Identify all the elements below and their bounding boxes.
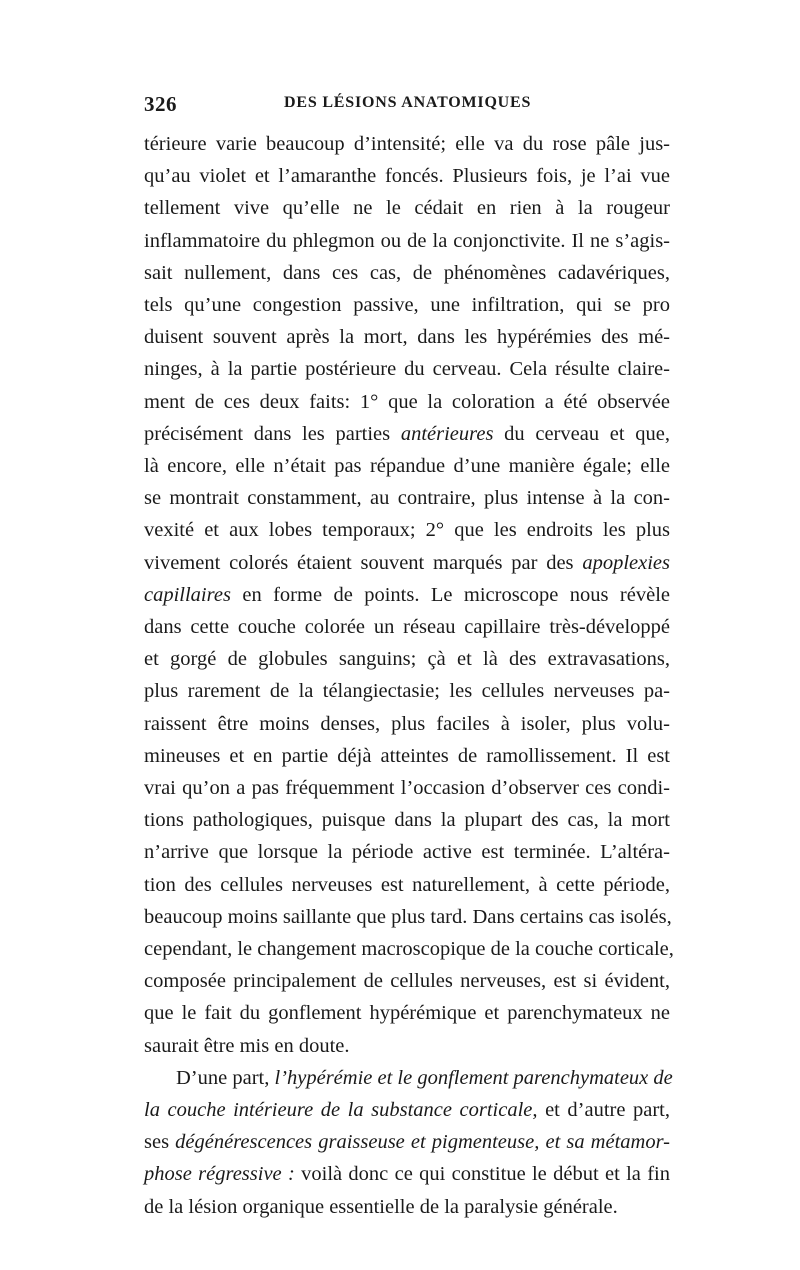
- text-segment: n’arrive que lorsque la période active est terminée. L’altéra-: [144, 841, 670, 864]
- text-segment: là encore, elle n’était pas répandue d’une manière égale; elle: [144, 455, 670, 477]
- text-line: [144, 611, 670, 643]
- text-line: [144, 514, 670, 546]
- text-line: [144, 128, 670, 160]
- text-line: [144, 675, 670, 707]
- text-line: [144, 418, 670, 450]
- italic-text: apoplexies: [582, 551, 670, 574]
- text-line: [144, 289, 670, 321]
- text-segment: ses: [144, 1131, 176, 1154]
- text-segment: composée principalement de cellules nerveuses, est si évident,: [144, 970, 670, 993]
- text-line: [144, 933, 674, 965]
- running-head: DES LÉSIONS ANATOMIQUES: [284, 94, 532, 111]
- italic-text: la couche intérieure de la substance corticale,: [144, 1099, 538, 1121]
- text-segment: sait nullement, dans ces cas, de phénomènes cadavériques,: [144, 261, 670, 284]
- text-segment: ninges, à la partie postérieure du cerveau. Cela résulte claire-: [144, 358, 670, 381]
- text-line: [144, 869, 670, 901]
- text-line: [144, 225, 670, 257]
- text-segment: de la lésion organique essentielle de la paralysie générale.: [144, 1195, 618, 1218]
- text-segment: saurait être mis en doute.: [144, 1034, 350, 1057]
- text-segment: du cerveau et que,: [493, 422, 670, 445]
- text-line: [144, 257, 670, 289]
- text-segment: voilà donc ce qui constitue le début et la fin: [294, 1163, 670, 1186]
- text-line: [144, 192, 670, 224]
- text-line: [144, 482, 670, 514]
- italic-text: dégénérescences graisseuse et pigmenteuse,: [175, 1131, 540, 1154]
- text-segment: et gorgé de globules sanguins; çà et là des extravasations,: [144, 648, 670, 671]
- text-line: [144, 772, 670, 804]
- text-line: [144, 804, 670, 836]
- italic-text: antérieures: [400, 422, 494, 445]
- text-line: [144, 901, 670, 933]
- text-line: [144, 160, 670, 192]
- text-segment: dans cette couche colorée un réseau capillaire très-développé: [144, 616, 670, 638]
- text-segment: cependant, le changement macroscopique de la couche corticale,: [144, 938, 674, 960]
- text-segment: se montrait constamment, au contraire, plus intense à la con-: [144, 487, 670, 510]
- italic-text: l’hypérémie et le gonflement parenchymateux de: [274, 1066, 673, 1089]
- text-segment: tions pathologiques, puisque dans la plupart des cas, la mort: [144, 809, 670, 832]
- text-line: [144, 740, 670, 772]
- text-line: [144, 997, 670, 1029]
- text-line: [176, 1062, 673, 1094]
- text-segment: inflammatoire du phlegmon ou de la conjonctivite. Il ne s’agis-: [144, 229, 670, 252]
- text-line: [144, 450, 670, 482]
- italic-text: et sa métamor-: [545, 1131, 670, 1154]
- italic-text: phose régressive :: [144, 1163, 295, 1186]
- text-line: [144, 353, 670, 385]
- text-segment: raissent être moins denses, plus faciles à isoler, plus volu-: [144, 712, 670, 735]
- text-line: [144, 1191, 670, 1223]
- text-line: [144, 547, 670, 579]
- text-segment: D’une part,: [176, 1066, 275, 1089]
- page-header: [144, 92, 670, 122]
- text-segment: térieure varie beaucoup d’intensité; elle va du rose pâle jus-: [144, 133, 670, 155]
- text-line: [144, 1094, 670, 1126]
- text-line: [144, 643, 670, 675]
- text-segment: vivement colorés étaient souvent marqués par des: [144, 551, 583, 574]
- text-line: [144, 386, 670, 418]
- text-segment: mineuses et en partie déjà atteintes de ramollissement. Il est: [144, 744, 670, 767]
- text-segment: vexité et aux lobes temporaux; 2° que les endroits les plus: [144, 519, 670, 542]
- text-line: [144, 836, 670, 868]
- text-line: [144, 579, 670, 611]
- text-segment: tion des cellules nerveuses est naturellement, à cette période,: [144, 873, 670, 896]
- italic-text: capillaires: [144, 583, 231, 606]
- text-segment: duisent souvent après la mort, dans les hypérémies des mé-: [144, 326, 670, 349]
- text-segment: qu’au violet et l’amaranthe foncés. Plusieurs fois, je l’ai vue: [144, 165, 670, 188]
- text-segment: plus rarement de la télangiectasie; les cellules nerveuses pa-: [144, 680, 670, 703]
- text-segment: et d’autre part,: [537, 1099, 671, 1121]
- text-segment: que le fait du gonflement hypérémique et parenchymateux ne: [144, 1002, 670, 1025]
- text-line: [144, 321, 670, 353]
- text-line: [144, 708, 670, 740]
- text-segment: en forme de points. Le microscope nous révèle: [230, 583, 670, 606]
- text-segment: tels qu’une congestion passive, une infiltration, qui se pro: [144, 294, 670, 316]
- text-line: [144, 1158, 670, 1190]
- text-segment: beaucoup moins saillante que plus tard. Dans certains cas isolés,: [144, 905, 672, 928]
- text-line: [144, 965, 670, 997]
- text-segment: vrai qu’on a pas fréquemment l’occasion d’observer ces condi-: [144, 777, 670, 799]
- text-segment: précisément dans les parties: [144, 422, 401, 445]
- text-line: [144, 1030, 670, 1062]
- page-number: 326: [144, 92, 177, 116]
- text-line: [144, 1126, 670, 1158]
- text-segment: tellement vive qu’elle ne le cédait en rien à la rougeur: [144, 197, 670, 220]
- text-segment: ment de ces deux faits: 1° que la coloration a été observée: [144, 390, 670, 413]
